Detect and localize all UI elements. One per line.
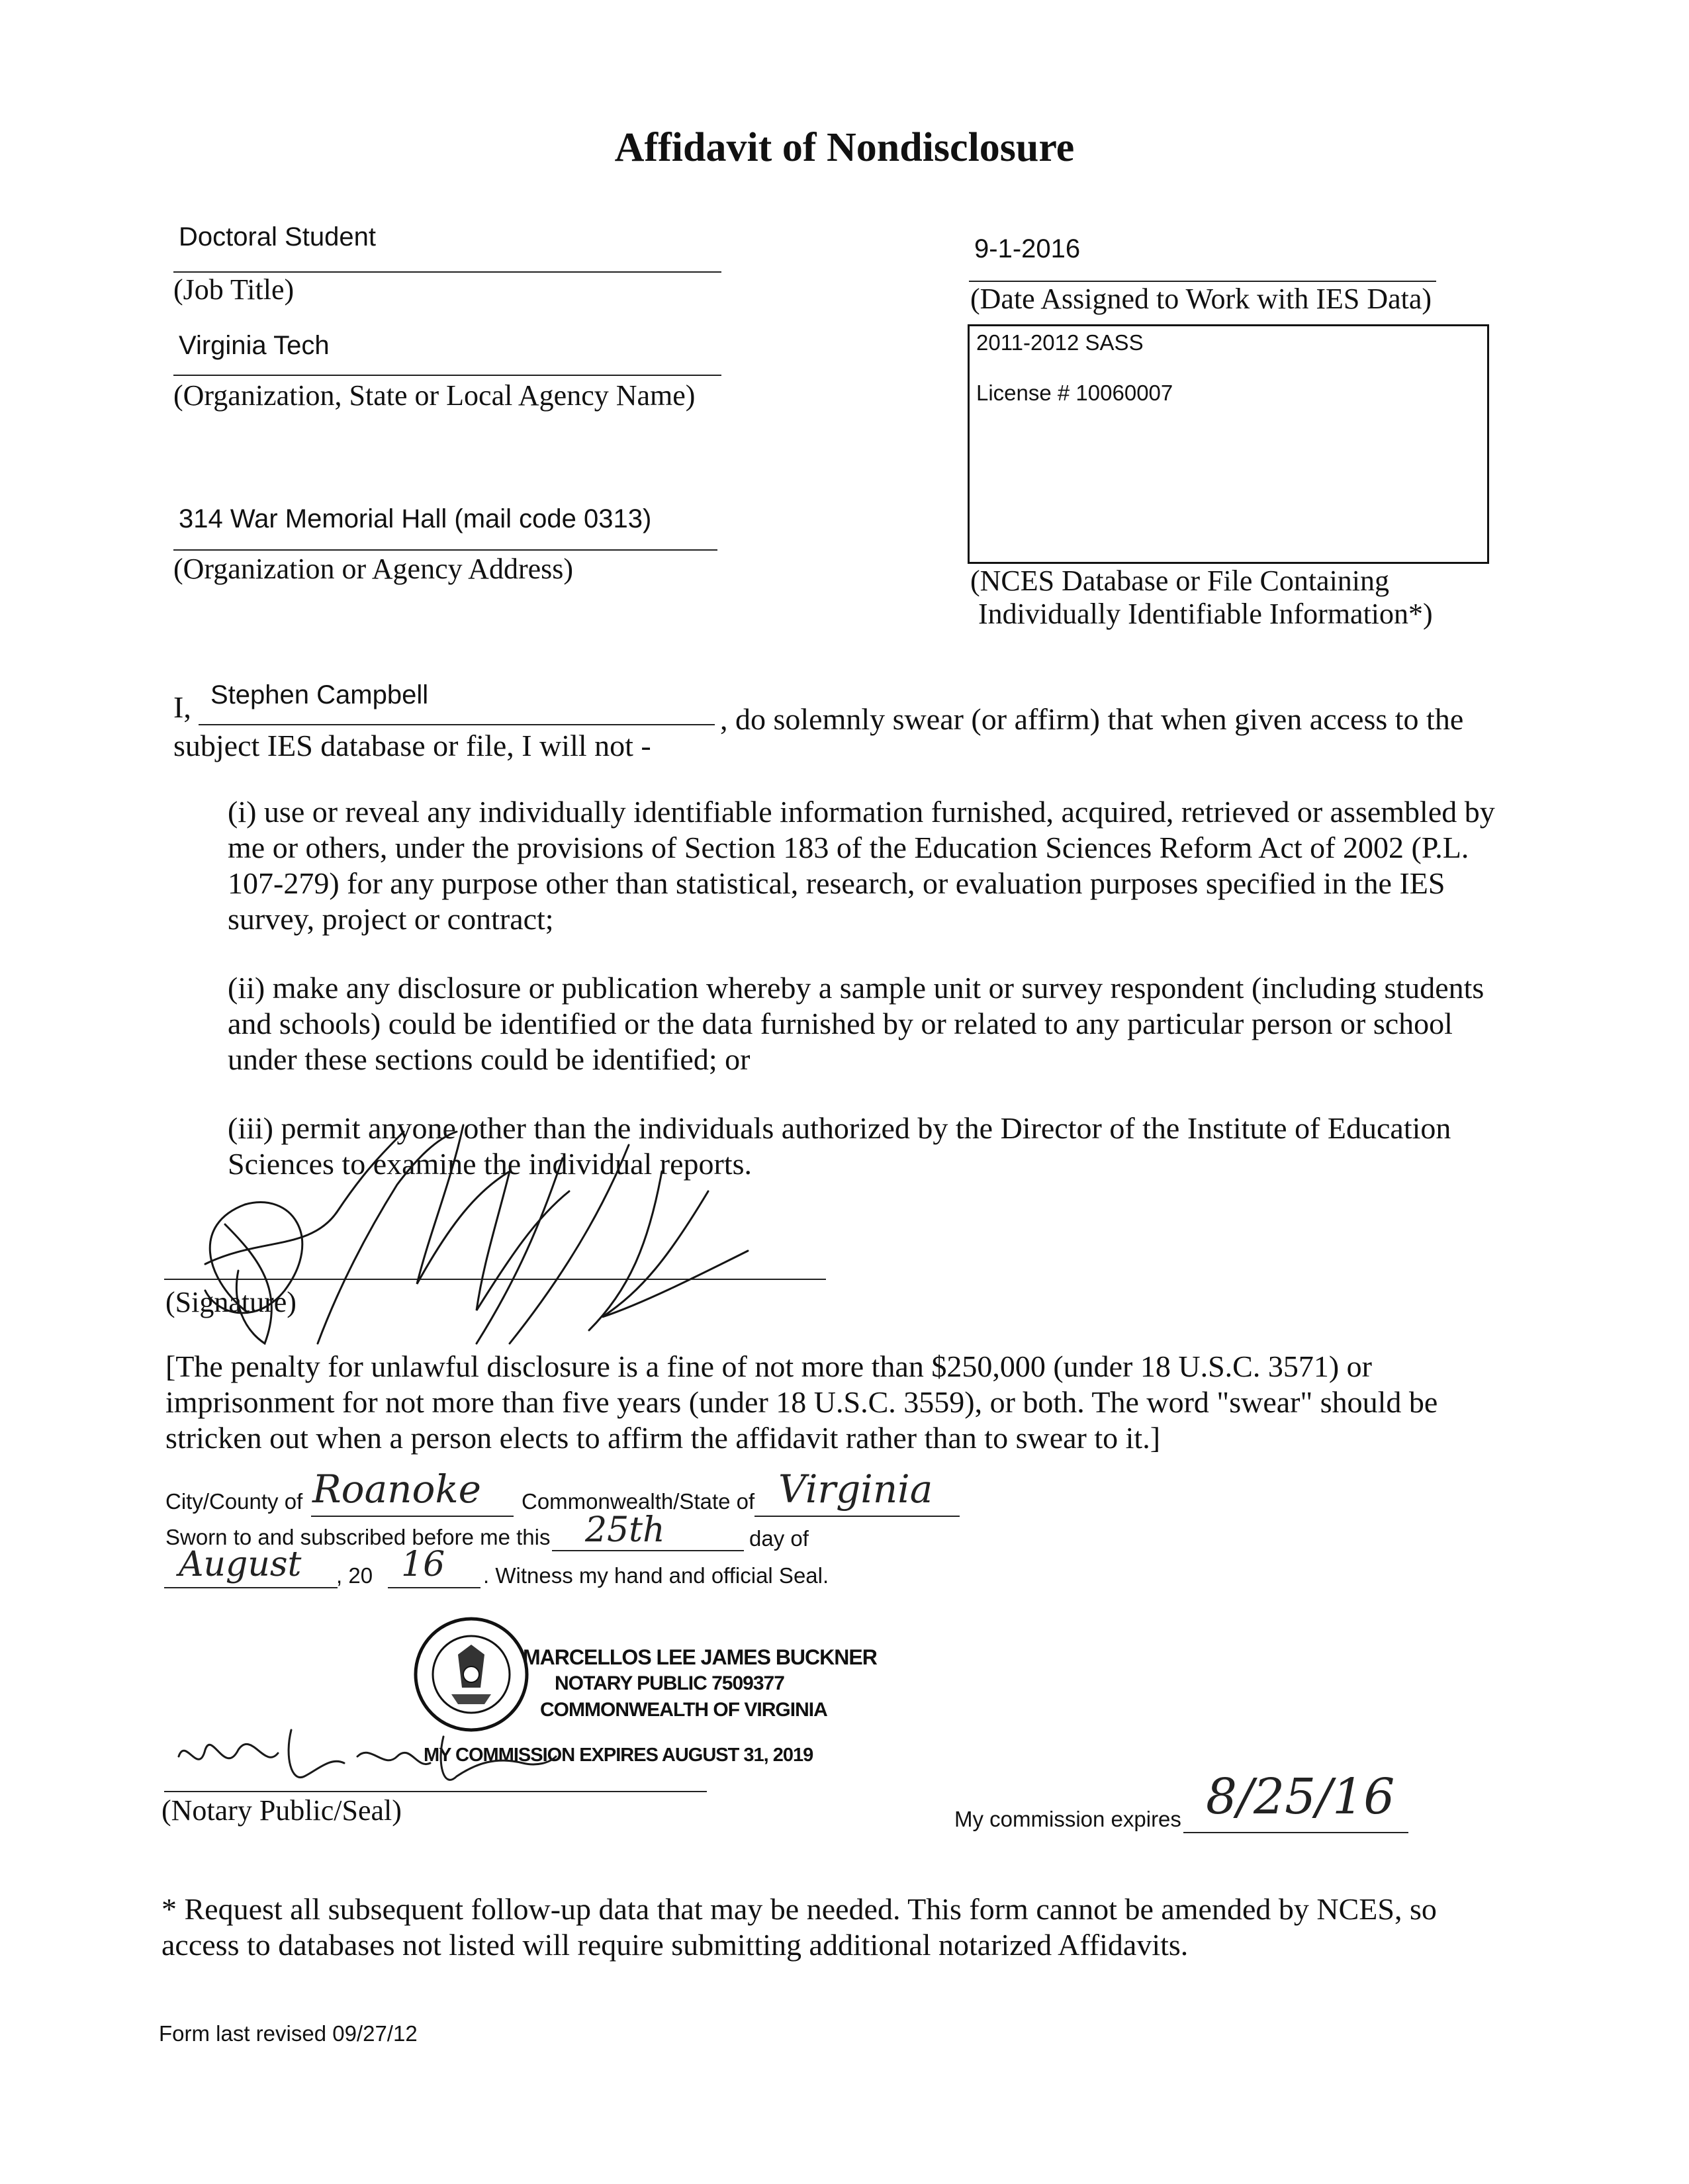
state-label: Commonwealth/State of [522,1489,755,1514]
seal-line-4: MY COMMISSION EXPIRES AUGUST 31, 2019 [424,1745,813,1766]
oath-name: Stephen Campbell [210,680,429,709]
notary-signature [165,1717,563,1796]
month-rule [164,1587,338,1588]
city-county-value: Roanoke [312,1467,481,1512]
sworn-label: Sworn to and subscribed before me this [165,1525,551,1549]
day-value: 25th [585,1510,665,1550]
signature-label: (Signature) [165,1286,297,1318]
handwritten-signature [165,1092,827,1357]
notary-label: (Notary Public/Seal) [161,1794,402,1827]
address-rule [173,549,717,551]
notary-seal-emblem [412,1615,531,1734]
witness-text: . Witness my hand and official Seal. [483,1563,829,1588]
job-title-label: (Job Title) [173,273,295,306]
oath-suffix: , do solemnly swear (or affirm) that when given access to the [720,702,1464,736]
notary-rule [164,1791,707,1792]
nces-label-2: Individually Identifiable Information*) [978,598,1433,630]
commission-value: 8/25/16 [1206,1768,1395,1825]
nces-label-1: (NCES Database or File Containing [970,565,1390,597]
date-assigned-label: (Date Assigned to Work with IES Data) [970,283,1432,315]
date-assigned-value: 9-1-2016 [974,234,1081,263]
commission-label: My commission expires [954,1807,1181,1831]
seal-line-3: COMMONWEALTH OF VIRGINIA [540,1699,827,1721]
year-value: 16 [401,1545,445,1584]
form-revision: Form last revised 09/27/12 [159,2021,418,2046]
nces-database-box [968,324,1489,564]
oath-name-rule [199,724,715,725]
city-county-label: City/County of [165,1489,303,1514]
year-rule [388,1587,480,1588]
address-label: (Organization or Agency Address) [173,553,574,585]
organization-value: Virginia Tech [179,331,330,360]
document-title: Affidavit of Nondisclosure [614,125,1075,170]
nces-line-2: License # 10060007 [976,381,1173,405]
clause-ii: (ii) make any disclosure or publication whereby a sample unit or survey respondent (including students and schools) could be identified or the data furnished by or related to any particular person or school under these sections could be identified; or [228,971,1484,1076]
penalty-notice: [The penalty for unlawful disclosure is a fine of not more than $250,000 (under 18 U.S.C. 3571) or imprisonment for not more than five years (under 18 U.S.C. 3559), or both. The word "swear" should be stricken out when a person elects to affirm the affidavit rather than to swear to it.] [165,1349,1438,1455]
city-county-rule [311,1516,514,1517]
state-value: Virginia [778,1467,933,1512]
clause-i: (i) use or reveal any individually identifiable information furnished, acquired, retrieved or assembled by me or others, under the provisions of Section 183 of the Education Sciences Reform Act of 2002 (P.L. 107-279) for any purpose other than statistical, research, or evaluation purposes specified in the IES survey, project or contract; [228,795,1495,936]
day-rule [552,1550,744,1551]
address-value: 314 War Memorial Hall (mail code 0313) [179,504,652,533]
job-title-value: Doctoral Student [179,222,376,251]
year-prefix: , 20 [336,1563,373,1588]
clause-iii: (iii) permit anyone other than the individuals authorized by the Director of the Institute of Education Sciences to examine the individual reports. [228,1111,1451,1181]
commission-rule [1183,1832,1408,1833]
state-rule [754,1516,960,1517]
oath-prefix: I, [173,690,191,724]
seal-line-2: NOTARY PUBLIC 7509377 [555,1672,784,1694]
day-of-label: day of [749,1526,809,1551]
footnote: * Request all subsequent follow-up data that may be needed. This form cannot be amended by NCES, so access to databases not listed will require submitting additional notarized Affidavits. [161,1892,1437,1962]
notary-seal-text [523,1644,877,1723]
oath-line-2: subject IES database or file, I will not - [173,729,651,762]
seal-line-1: MARCELLOS LEE JAMES BUCKNER [523,1645,877,1669]
organization-rule [173,375,721,376]
month-value: August [179,1545,302,1584]
organization-label: (Organization, State or Local Agency Name) [173,379,696,412]
nces-line-1: 2011-2012 SASS [976,330,1144,355]
